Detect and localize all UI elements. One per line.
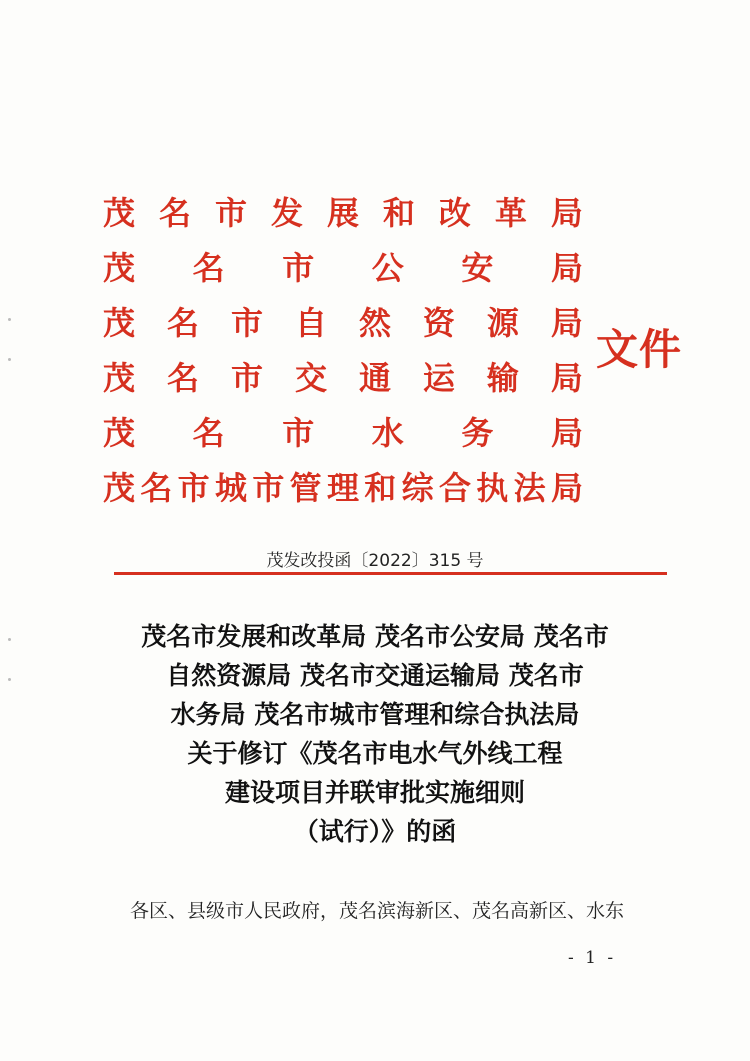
issuer-char: 局 xyxy=(550,249,583,287)
issuer-char: 市 xyxy=(282,414,315,452)
title-line: 自然资源局 茂名市交通运输局 茂名市 xyxy=(166,661,584,690)
issuer-char: 改 xyxy=(438,194,471,232)
scan-margin-mark xyxy=(8,318,11,321)
issuer-row xyxy=(103,406,583,461)
issuer-char: 名 xyxy=(192,414,225,452)
issuer-char: 资 xyxy=(422,304,455,342)
issuer-row xyxy=(103,461,583,516)
issuer-char: 革 xyxy=(494,194,527,232)
issuer-char: 城 xyxy=(214,469,247,507)
issuer-row xyxy=(103,351,583,406)
salutation-line: 各区、县级市人民政府，茂名滨海新区、茂名高新区、水东 xyxy=(130,900,625,922)
title-line: 建设项目并联审批实施细则 xyxy=(224,778,525,807)
issuer-char: 运 xyxy=(422,359,455,397)
issuer-char: 执 xyxy=(476,469,509,507)
issuer-char: 局 xyxy=(550,469,583,507)
issuer-char: 市 xyxy=(230,359,263,397)
issuer-char: 务 xyxy=(461,414,494,452)
issuer-char: 源 xyxy=(486,304,519,342)
issuer-char: 和 xyxy=(382,194,415,232)
document-number: 茂发改投函〔2022〕315 号 xyxy=(266,551,484,571)
issuer-row xyxy=(103,296,583,351)
issuer-char: 自 xyxy=(294,304,327,342)
issuer-char: 安 xyxy=(461,249,494,287)
issuer-row xyxy=(103,186,583,241)
title-line: （试行）》的函 xyxy=(293,817,457,846)
issuer-char: 名 xyxy=(166,359,199,397)
issuer-char: 然 xyxy=(358,304,391,342)
issuer-char: 和 xyxy=(364,469,397,507)
issuer-char: 市 xyxy=(230,304,263,342)
issuer-char: 局 xyxy=(550,304,583,342)
issuer-char: 名 xyxy=(140,469,173,507)
title-line: 茂名市发展和改革局 茂名市公安局 茂名市 xyxy=(141,622,609,651)
scan-margin-mark xyxy=(8,638,11,641)
issuer-char: 发 xyxy=(270,194,303,232)
issuer-char: 茂 xyxy=(103,414,136,452)
issuer-char: 局 xyxy=(550,359,583,397)
page-number: - 1 - xyxy=(568,948,617,968)
issuer-char: 市 xyxy=(177,469,210,507)
issuer-char: 局 xyxy=(550,414,583,452)
issuer-char: 市 xyxy=(252,469,285,507)
issuer-char: 名 xyxy=(166,304,199,342)
scan-margin-mark xyxy=(8,358,11,361)
issuer-char: 输 xyxy=(486,359,519,397)
issuer-char: 市 xyxy=(282,249,315,287)
issuer-char: 水 xyxy=(371,414,404,452)
issuer-char: 茂 xyxy=(103,469,136,507)
issuer-char: 市 xyxy=(214,194,247,232)
title-line: 水务局 茂名市城市管理和综合执法局 xyxy=(170,700,580,729)
scan-margin-mark xyxy=(8,678,11,681)
issuer-char: 茂 xyxy=(103,304,136,342)
issuer-char: 综 xyxy=(401,469,434,507)
title-line: 关于修订《茂名市电水气外线工程 xyxy=(187,739,563,768)
issuer-char: 展 xyxy=(326,194,359,232)
issuer-row xyxy=(103,241,583,296)
document-title xyxy=(0,617,750,851)
issuer-char: 通 xyxy=(358,359,391,397)
issuer-char: 法 xyxy=(513,469,546,507)
red-divider-line xyxy=(114,572,667,575)
issuer-char: 局 xyxy=(550,194,583,232)
issuer-char: 公 xyxy=(371,249,404,287)
issuer-char: 茂 xyxy=(103,194,136,232)
issuer-char: 理 xyxy=(326,469,359,507)
issuer-char: 名 xyxy=(192,249,225,287)
issuer-char: 茂 xyxy=(103,249,136,287)
document-word: 文件 xyxy=(596,325,683,374)
issuer-char: 名 xyxy=(158,194,191,232)
issuing-agencies xyxy=(103,186,583,516)
issuer-char: 茂 xyxy=(103,359,136,397)
issuer-char: 合 xyxy=(438,469,471,507)
issuer-char: 交 xyxy=(294,359,327,397)
issuer-char: 管 xyxy=(289,469,322,507)
